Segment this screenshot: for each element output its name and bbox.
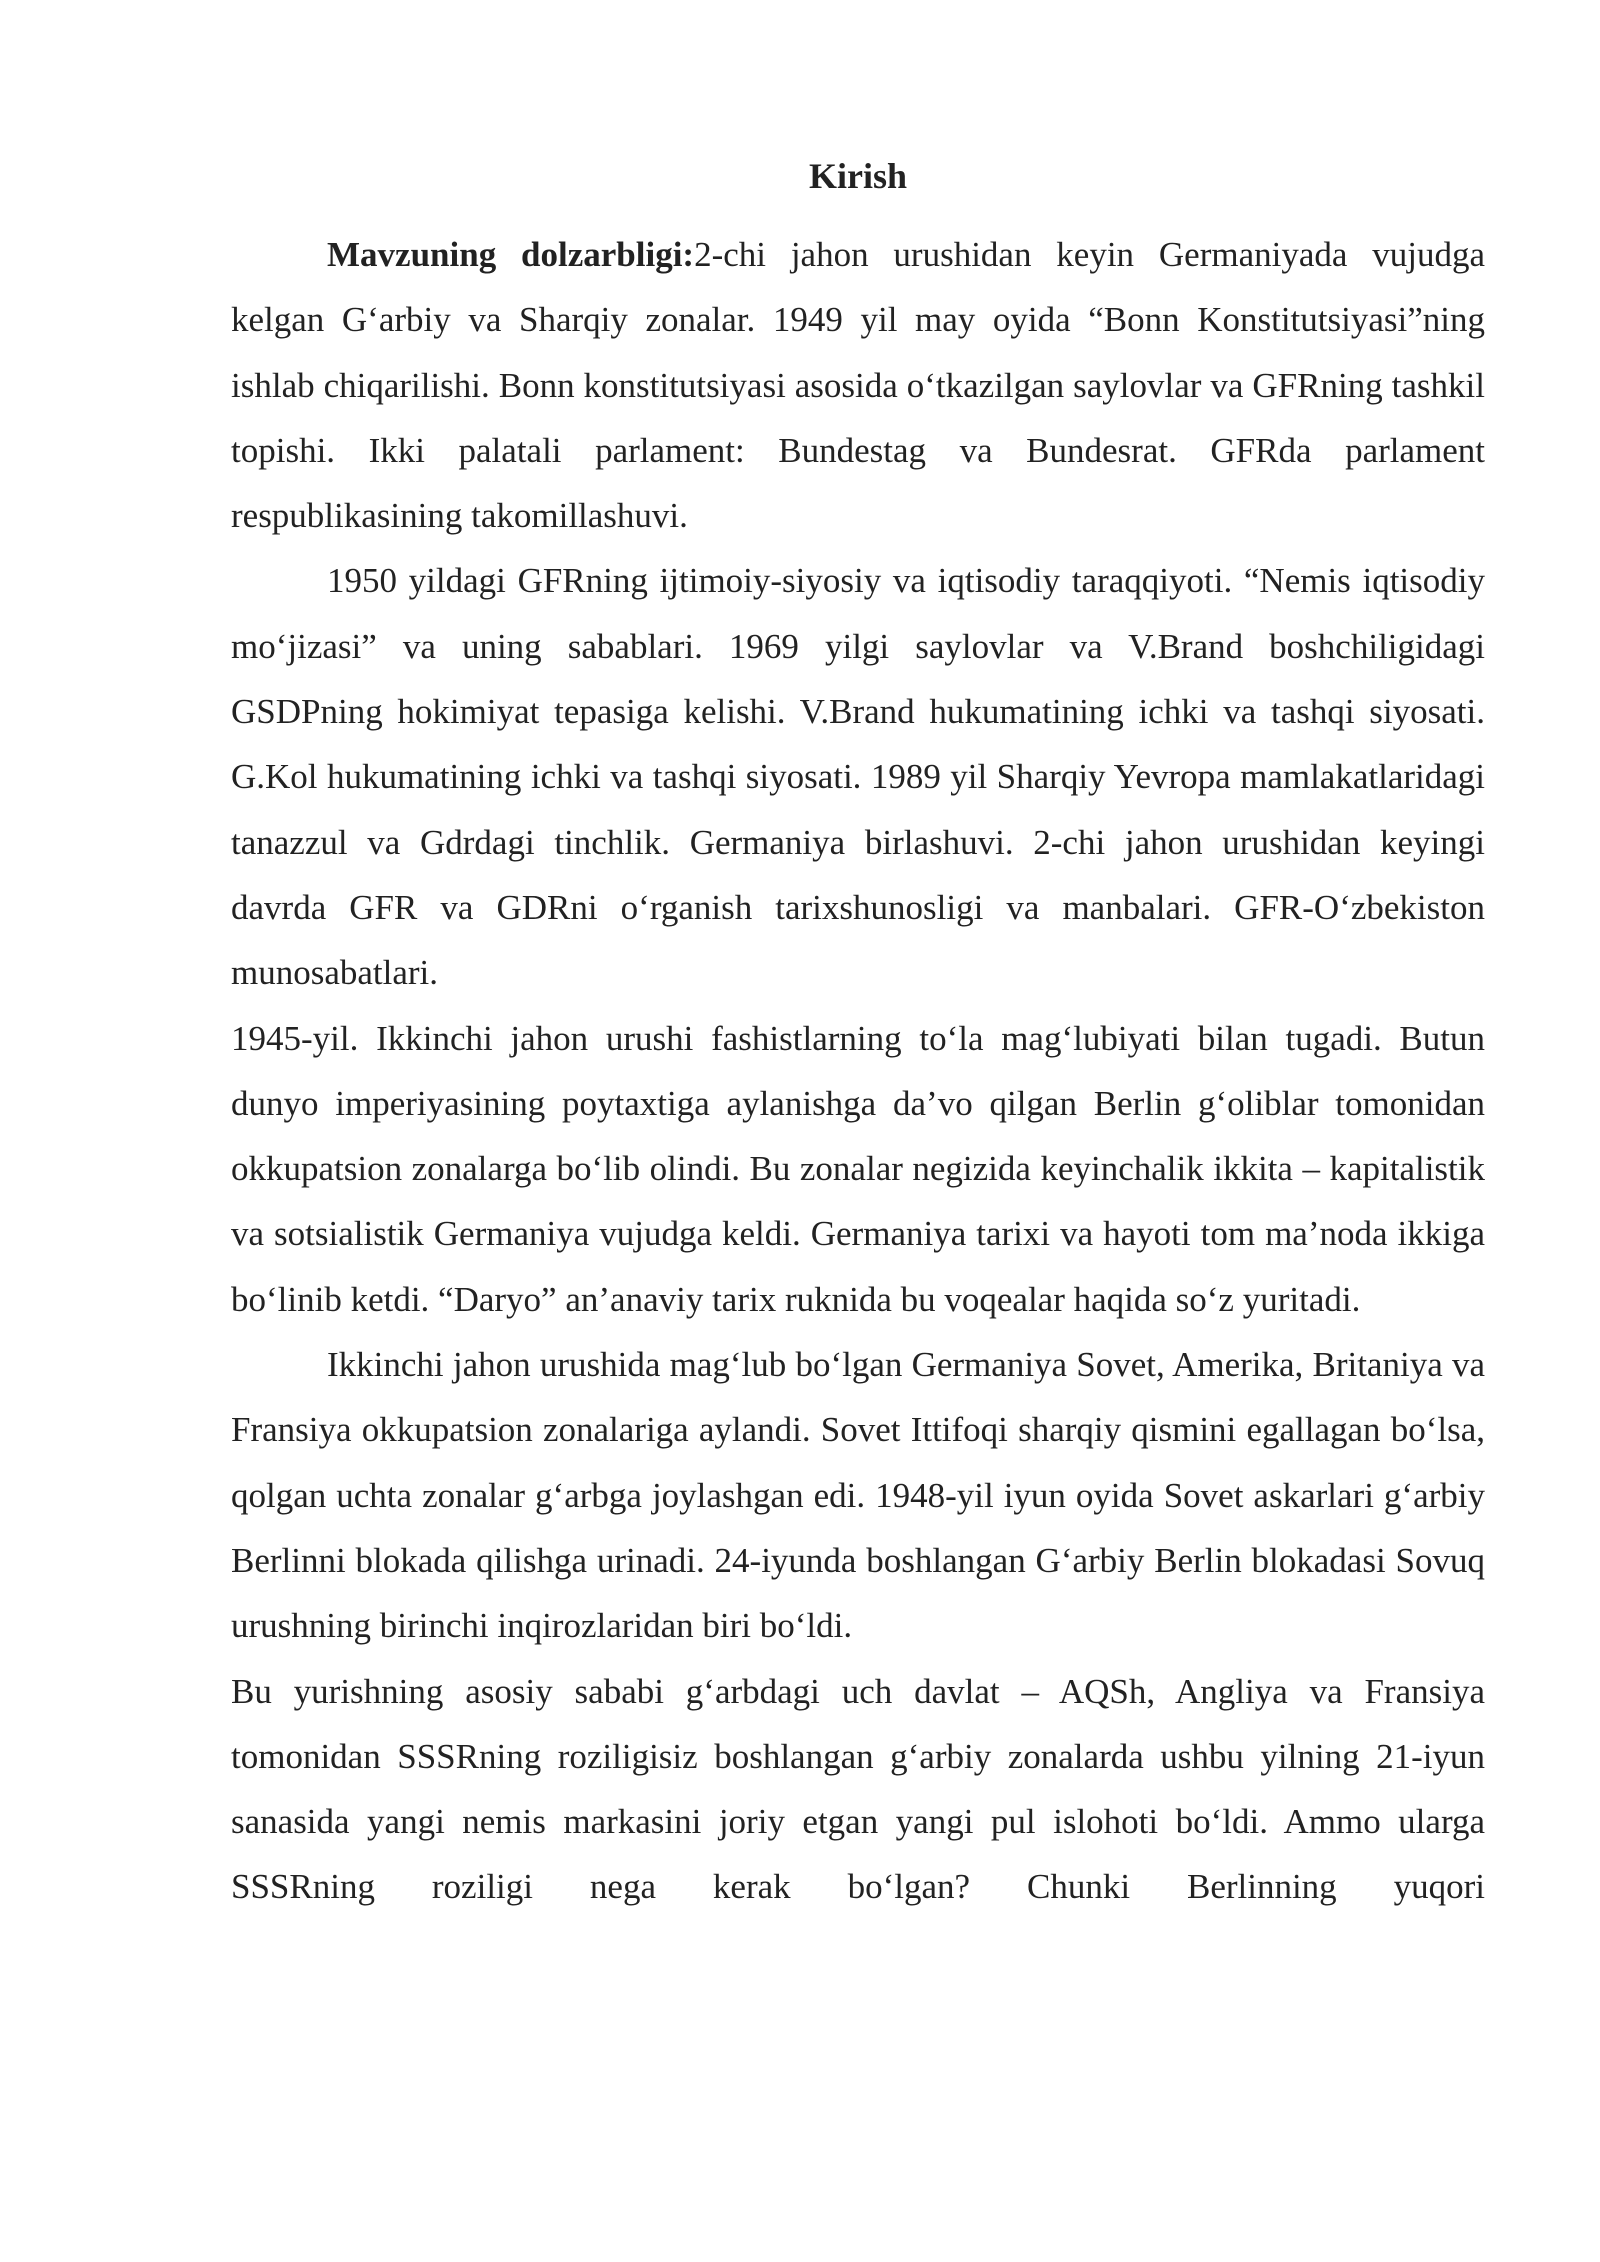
page-title: Kirish [808,156,907,196]
paragraph-1945: 1945-yil. Ikkinchi jahon urushi fashistlarning to‘la mag‘lubiyati bilan tugadi. Butun dunyo imperiyasining poytaxtiga aylanishga da’vo qilgan Berlin g‘oliblar tomonidan okkupatsion zonalarga bo‘lib olindi. Bu zonalar negizida keyinchalik ikkita – kapitalistik va sotsialistik Germaniya vujudga keldi. Germaniya tarixi va hayoti tom ma’noda ikkiga bo‘linib ketdi. “Daryo” an’anaviy tarix ruknida bu voqealar haqida so‘z yuritadi. [231,1018,1485,1319]
paragraph-relevance [231,222,1485,548]
paragraph-currency-reform: Bu yurishning asosiy sababi g‘arbdagi uch davlat – AQSh, Angliya va Fransiya tomonidan SSSRning roziligisiz boshlangan g‘arbiy zonalarda ushbu yilning 21-iyun sanasida yangi nemis markasini joriy etgan yangi pul islohoti bo‘ldi. Ammo ularga SSSRning roziligi nega kerak bo‘lgan? Chunki Berlinning yuqori [231,1671,1485,1907]
paragraph-text: 2-chi jahon urushidan keyin Germaniyada vujudga kelgan G‘arbiy va Sharqiy zonalar. 1949 yil may oyida “Bonn Konstitutsiyasi”ning ishlab chiqarilishi. Bonn konstitutsiyasi asosida o‘tkazilgan saylovlar va GFRning tashkil topishi. Ikki palatali parlament: Bundestag va Bundesrat. GFRda parlament respublikasining takomillashuvi. [231,235,1485,536]
document-body [231,150,1485,1920]
paragraph-1950: 1950 yildagi GFRning ijtimoiy-siyosiy va iqtisodiy taraqqiyoti. “Nemis iqtisodiy mo‘jizasi” va uning sabablari. 1969 yilgi saylovlar va V.Brand boshchiligidagi GSDPning hokimiyat tepasiga kelishi. V.Brand hukumatining ichki va tashqi siyosati. G.Kol hukumatining ichki va tashqi siyosati. 1989 yil Sharqiy Yevropa mamlakatlaridagi tanazzul va Gdrdagi tinchlik. Germaniya birlashuvi. 2-chi jahon urushidan keyingi davrda GFR va GDRni o‘rganish tarixshunosligi va manbalari. GFR-O‘zbekiston munosabatlari. [231,561,1485,993]
paragraph-occupation-zones: Ikkinchi jahon urushida mag‘lub bo‘lgan Germaniya Sovet, Amerika, Britaniya va Fransiya okkupatsion zonalariga aylandi. Sovet Ittifoqi sharqiy qismini egallagan bo‘lsa, qolgan uchta zonalar g‘arbga joylashgan edi. 1948-yil iyun oyida Sovet askarlari g‘arbiy Berlinni blokada qilishga urinadi. 24-iyunda boshlangan G‘arbiy Berlin blokadasi Sovuq urushning birinchi inqirozlaridan biri bo‘ldi. [231,1345,1485,1646]
paragraph-lead: Mavzuning dolzarbligi: [327,235,695,274]
